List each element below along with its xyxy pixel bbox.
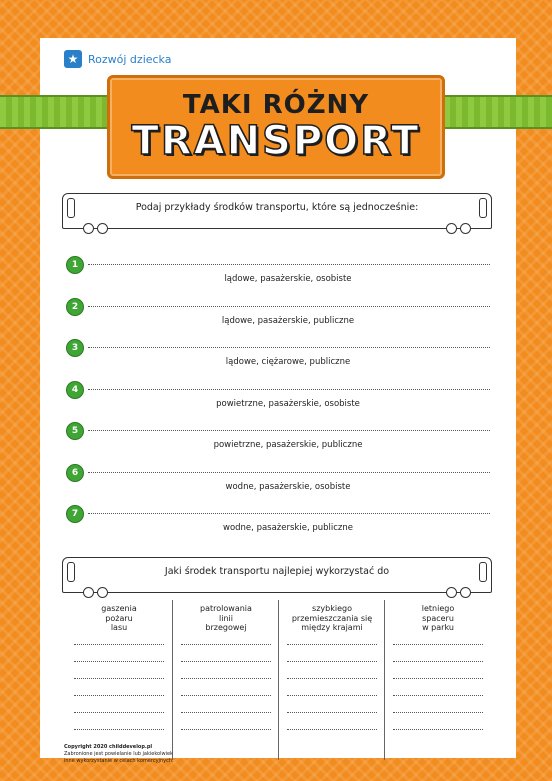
answer-columns	[66, 600, 496, 760]
column-answer-line[interactable]	[393, 661, 483, 662]
answer-column	[66, 600, 172, 760]
bus-banner-1	[62, 193, 492, 229]
column-answer-line[interactable]	[287, 678, 377, 679]
wheel-icon	[83, 587, 94, 598]
wheel-icon	[446, 587, 457, 598]
row-hint: wodne, pasażerskie, osobiste	[225, 481, 351, 492]
row-hint: lądowe, pasażerskie, osobiste	[224, 274, 352, 284]
column-answer-line[interactable]	[181, 712, 271, 713]
column-answer-line[interactable]	[393, 712, 483, 713]
child-figure-icon: ★	[64, 50, 82, 68]
answer-column	[172, 600, 279, 760]
brand-logo[interactable]	[64, 50, 171, 68]
answer-row	[66, 381, 490, 417]
title-line-1: TAKI RÓŻNY	[182, 90, 370, 120]
column-heading: letniego spaceru w parku	[421, 604, 455, 632]
answer-row	[66, 422, 490, 458]
wheel-icon	[83, 223, 94, 234]
column-heading: gaszenia pożaru lasu	[101, 604, 137, 632]
section2-instruction: Jaki środek transportu najlepiej wykorzystać do	[164, 566, 390, 577]
answer-column	[384, 600, 491, 760]
bus-front-window-icon	[67, 562, 75, 582]
column-answer-line[interactable]	[393, 695, 483, 696]
column-answer-line[interactable]	[74, 661, 164, 662]
column-answer-line[interactable]	[393, 678, 483, 679]
wheel-icon	[460, 587, 471, 598]
number-badge: 1	[66, 256, 84, 274]
row-hint: lądowe, pasażerskie, publiczne	[221, 315, 355, 326]
bus-front-window-icon	[67, 198, 75, 218]
column-answer-line[interactable]	[181, 661, 271, 662]
column-heading: szybkiego przemieszczania się między krajami	[291, 604, 373, 632]
bus-rear-window-icon	[479, 198, 487, 218]
copyright-footer	[64, 744, 174, 765]
number-badge: 3	[66, 339, 84, 357]
column-answer-line[interactable]	[181, 729, 271, 730]
column-answer-line[interactable]	[287, 661, 377, 662]
answer-line[interactable]	[88, 513, 490, 514]
answer-line[interactable]	[88, 264, 490, 265]
title-board	[107, 75, 445, 179]
answer-row	[66, 464, 490, 500]
answer-line[interactable]	[88, 389, 490, 390]
column-answer-line[interactable]	[393, 729, 483, 730]
answer-row	[66, 505, 490, 541]
column-answer-line[interactable]	[393, 644, 483, 645]
column-answer-line[interactable]	[74, 712, 164, 713]
column-answer-line[interactable]	[74, 678, 164, 679]
copyright-text: Copyright 2020 childdevelop.pl	[64, 744, 153, 750]
answer-row	[66, 256, 490, 292]
column-answer-line[interactable]	[74, 644, 164, 645]
number-badge: 6	[66, 464, 84, 482]
answer-row	[66, 298, 490, 334]
number-badge: 5	[66, 422, 84, 440]
section1-instruction: Podaj przykłady środków transportu, które są jednocześnie:	[135, 202, 419, 213]
bus-rear-window-icon	[479, 562, 487, 582]
footer-line-2: inne wykorzystanie w celach komercyjnych.	[64, 758, 174, 764]
wheel-icon	[446, 223, 457, 234]
answer-line[interactable]	[88, 347, 490, 348]
number-badge: 7	[66, 505, 84, 523]
column-answer-line[interactable]	[287, 644, 377, 645]
column-answer-line[interactable]	[74, 729, 164, 730]
brand-name: Rozwój dziecka	[88, 52, 172, 66]
wheel-icon	[460, 223, 471, 234]
column-answer-line[interactable]	[181, 695, 271, 696]
answer-line[interactable]	[88, 306, 490, 307]
answer-column	[278, 600, 385, 760]
bus-banner-2	[62, 557, 492, 593]
row-hint: powietrzne, pasażerskie, osobiste	[216, 398, 360, 409]
number-badge: 4	[66, 381, 84, 399]
answer-line[interactable]	[88, 430, 490, 431]
column-answer-line[interactable]	[287, 729, 377, 730]
column-answer-line[interactable]	[287, 712, 377, 713]
number-badge: 2	[66, 298, 84, 316]
answer-line[interactable]	[88, 472, 490, 473]
row-hint: powietrzne, pasażerskie, publiczne	[213, 440, 363, 450]
column-answer-line[interactable]	[181, 644, 271, 645]
wheel-icon	[97, 587, 108, 598]
column-answer-line[interactable]	[74, 695, 164, 696]
answer-row	[66, 339, 490, 375]
row-hint: lądowe, ciężarowe, publiczne	[225, 357, 351, 367]
title-line-2: TRANSPORT	[131, 118, 421, 164]
column-answer-line[interactable]	[181, 678, 271, 679]
column-heading: patrolowania linii brzegowej	[200, 604, 252, 632]
wheel-icon	[97, 223, 108, 234]
row-hint: wodne, pasażerskie, publiczne	[223, 523, 353, 533]
column-answer-line[interactable]	[287, 695, 377, 696]
footer-line-1: Zabronione jest powielanie lub jakiekolwiek	[64, 751, 173, 757]
